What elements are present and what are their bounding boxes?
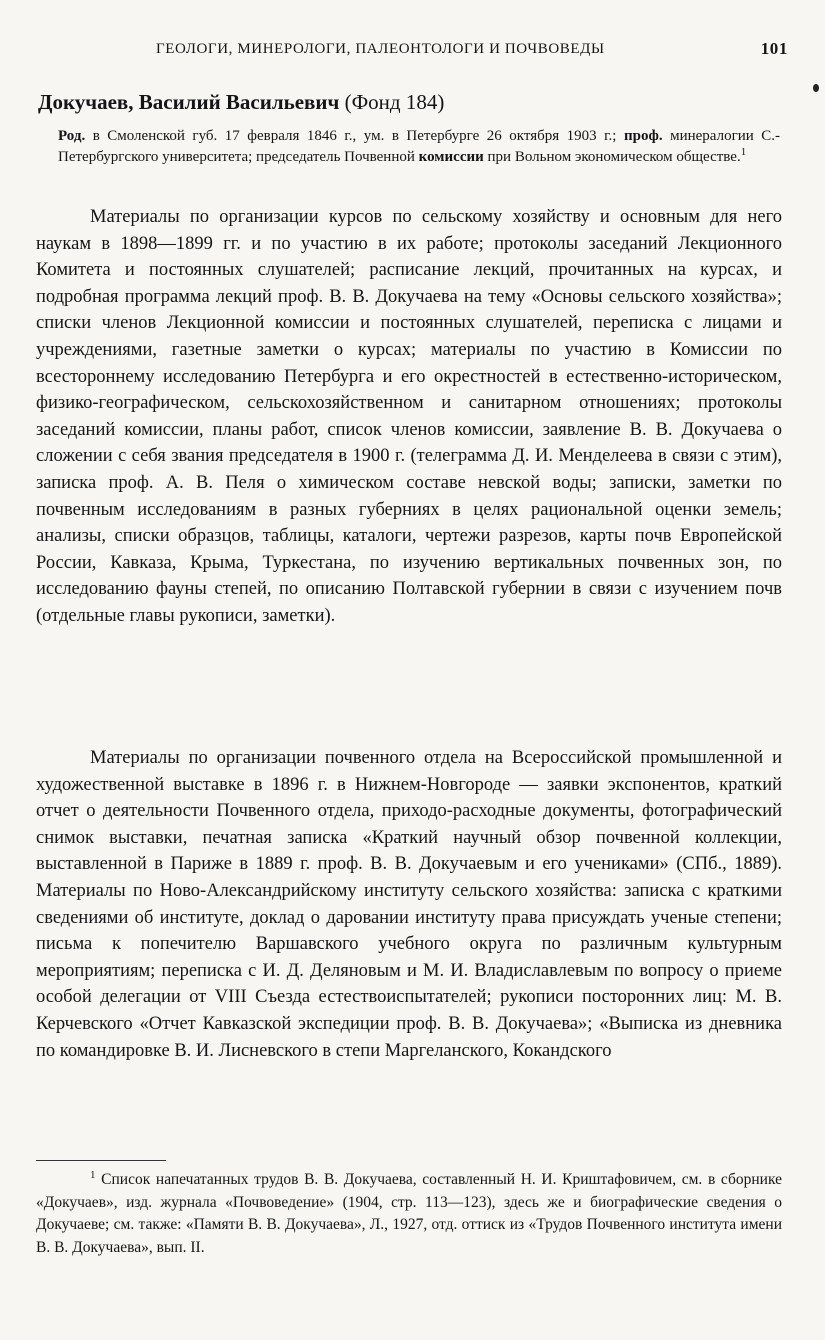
footnote-divider bbox=[36, 1160, 166, 1161]
biographical-note bbox=[58, 126, 780, 168]
running-title: ГЕОЛОГИ, МИНЕРОЛОГИ, ПАЛЕОНТОЛОГИ И ПОЧВОВЕДЫ bbox=[156, 41, 605, 57]
commission-label: комиссии bbox=[418, 149, 484, 165]
running-header bbox=[38, 39, 788, 63]
prof-label: проф. bbox=[623, 128, 663, 144]
prof-text: минералогии С.-Петербургского университета; председатель Почвенной bbox=[58, 128, 781, 165]
margin-dot bbox=[813, 84, 819, 92]
body-paragraph-materials-exhibition: Материалы по организации почвенного отдела на Всероссийской промышленной и художественной выставке в 1896 г. в Нижнем-Новгороде — заявки экспонентов, краткий отчет о деятельности Почвенного отдела, приходо-расходные документы, фотографический снимок выставки, печатная записка «Краткий научный обзор почвенной коллекции, выставленной в Париже в 1889 г. проф. В. В. Докучаевым и его учениками» (СПб., 1889). Материалы по Ново-Александрийскому институту сельского хозяйства: записка с краткими сведениями об институте, доклад о даровании институту права присуждать ученые степени; письма к попечителю Варшавского учебного округа по различным культурным мероприятиям; переписка с И. Д. Деляновым и М. И. Владиславлевым по вопросу о приеме особой делегации от VIII Съезда естествоиспытателей; рукописи посторонних лиц: М. В. Керчевского «Отчет Кавказской экспедиции проф. В. В. Докучаева»; «Выписка из дневника по командировке В. И. Лисневского в степи Маргеланского, Кокандского bbox=[36, 748, 782, 1061]
born-label: Род. bbox=[58, 128, 86, 144]
person-name: Докучаев, Василий Васильевич bbox=[38, 90, 340, 114]
footnote-reference: 1 bbox=[740, 146, 747, 158]
commission-text: при Вольном экономическом обществе. bbox=[483, 149, 741, 165]
fund-number: (Фонд 184) bbox=[344, 90, 445, 114]
footnote-marker: 1 bbox=[90, 1168, 96, 1181]
body-paragraph-materials-courses: Материалы по организации курсов по сельскому хозяйству и основным для него наукам в 1898—1899 гг. и по участию в их работе; протоколы заседаний Лекционного Комитета и постоянных слушателей; расписание лекций, прочитанных на курсах, и подробная программа лекций проф. В. В. Докучаева на тему «Основы сельского хозяйства»; списки членов Лекционной комиссии и постоянных слушателей, переписка с лицами и учреждениями, газетные заметки о курсах; материалы по участию в Комиссии по всестороннему исследованию Петербурга и его окрестностей в естественно-историческом, физико-географическом, сельскохозяйственном и санитарном отношениях; протоколы заседаний комиссии, планы работ, список членов комиссии, заявление В. В. Докучаева о сложении с себя звания председателя в 1900 г. (телеграмма Д. И. Менделеева в связи с этим), записка проф. А. В. Пеля о химическом составе невской воды; записки, заметки по почвенным исследованиям в разных губерниях в целях рациональной оценки земель; анализы, списки образцов, таблицы, каталоги, чертежи разрезов, карты почв Европейской России, Кавказа, Крыма, Туркестана, по изучению вертикальных почвенных зон, по исследованию фауны степей, по описанию Полтавской губернии в связи с изучением почв (отдельные главы рукописи, заметки). bbox=[36, 207, 782, 626]
footnote bbox=[36, 1169, 782, 1259]
born-text: в Смоленской губ. 17 февраля 1846 г., ум. в Петербурге 26 октября 1903 г.; bbox=[85, 128, 617, 144]
footnote-text: Список напечатанных трудов В. В. Докучаева, составленный Н. И. Криштафовичем, см. в сборнике «Докучаев», изд. журнала «Почвоведение» (1904, стр. 113—123), здесь же и биографические сведения о Докучаеве; см. также: «Памяти В. В. Докучаева», Л., 1927, отд. оттиск из «Трудов Почвенного института имени В. В. Докучаева», вып. II. bbox=[36, 1171, 782, 1256]
page-number: 101 bbox=[760, 39, 788, 58]
fund-heading bbox=[38, 90, 798, 115]
